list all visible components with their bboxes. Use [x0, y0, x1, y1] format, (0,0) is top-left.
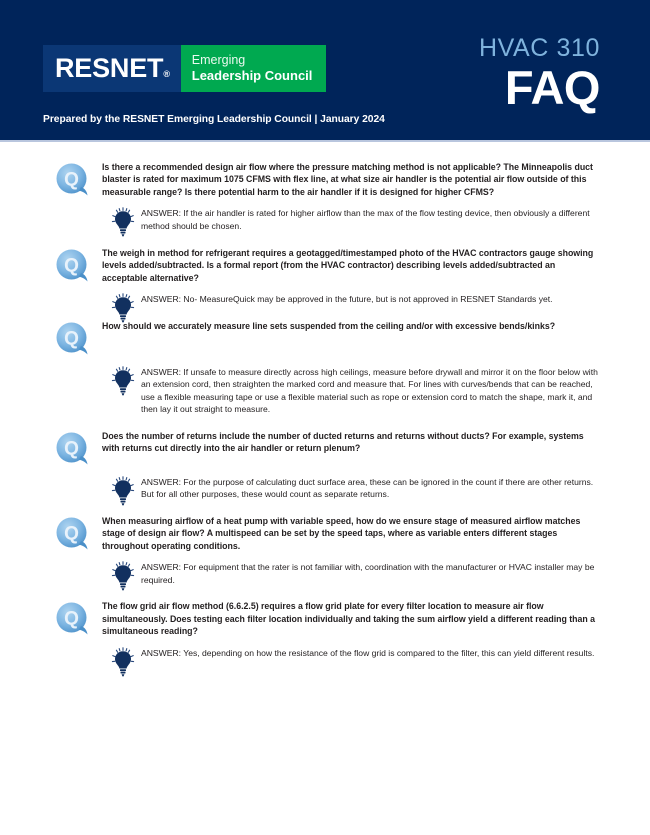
elc-line-2: Leadership Council	[191, 68, 313, 84]
faq-answer-text: ANSWER: Yes, depending on how the resistance of the flow grid is compared to the filter, this can yield different results.	[141, 647, 595, 658]
faq-answer-row	[55, 207, 602, 232]
faq-item-6	[0, 599, 650, 659]
faq-item-3	[0, 319, 650, 416]
svg-text:Q: Q	[64, 608, 79, 630]
faq-question-text: The flow grid air flow method (6.6.2.5) requires a flow grid plate for every filter location to measure air flow simultaneously. Does testing each filter location individually and taking the sum airflow yield a different reading than a simultaneous reading?	[102, 601, 596, 637]
faq-answer-text: ANSWER: If unsafe to measure directly across high ceilings, measure before drywall and mirror it on the floor below with an extension cord, then straighten the marked cord and measure that. For lines with curves/bends that can be reached, use a flexible measuring tape or use a flexible material such as rope or extension cord to match the shape, mark it, and then lay it out straight to measure.	[141, 366, 598, 415]
faq-answer-row	[55, 366, 602, 416]
faq-question-row	[55, 246, 602, 284]
faq-answer-row	[55, 647, 602, 660]
faq-question-text: When measuring airflow of a heat pump with variable speed, how do we ensure stage of measured airflow matches stage of design air flow? A multispeed can be set by the speed taps, where as variable enters different stages throughout operating conditions.	[102, 515, 581, 551]
question-bubble-icon	[55, 516, 91, 552]
document-subtitle: HVAC 310	[478, 34, 600, 62]
svg-text:Q: Q	[64, 438, 79, 460]
question-bubble-icon	[55, 248, 91, 284]
lightbulb-icon	[110, 207, 136, 237]
faq-question-row	[55, 599, 602, 637]
elc-line-1: Emerging	[191, 52, 246, 67]
faq-question-row	[55, 429, 602, 467]
question-bubble-icon	[55, 431, 91, 467]
faq-question-row	[55, 160, 602, 198]
faq-answer-text: ANSWER: For the purpose of calculating duct surface area, these can be ignored in the count if there are other returns. But for all other purposes, these would count as separate returns.	[141, 476, 594, 500]
svg-text:Q: Q	[64, 523, 79, 545]
faq-answer-row	[55, 293, 602, 306]
faq-answer-row	[55, 476, 602, 501]
lightbulb-icon	[110, 561, 136, 591]
question-bubble-icon	[55, 601, 91, 637]
faq-item-1	[0, 160, 650, 233]
question-bubble-icon	[55, 162, 91, 198]
resnet-wordmark	[55, 55, 170, 82]
resnet-logo-box	[43, 45, 181, 92]
svg-text:Q: Q	[64, 169, 79, 191]
faq-question-text: Is there a recommended design air flow where the pressure matching method is not applicable? The Minneapolis duct blaster is rated for maximum 1075 CFMS with flex line, at what size air handler is the potential air flow outside of this measurable range? Is there potential harm to the air handler if it is designed for higher CFMS?	[102, 162, 593, 197]
faq-answer-row	[55, 561, 602, 586]
resnet-wordmark-text: RESNET	[55, 53, 164, 83]
svg-text:Q: Q	[64, 255, 79, 277]
svg-text:Q: Q	[64, 328, 79, 350]
faq-item-4	[0, 429, 650, 501]
faq-list	[0, 142, 650, 659]
faq-answer-text: ANSWER: For equipment that the rater is not familiar with, coordination with the manufacturer or HVAC installer may be required.	[141, 562, 595, 585]
lightbulb-icon	[110, 366, 136, 396]
resnet-elc-logo	[43, 45, 326, 92]
question-bubble-icon	[55, 321, 91, 357]
faq-answer-text: ANSWER: If the air handler is rated for higher airflow than the max of the flow testing device, then obviously a different method should be chosen.	[141, 208, 590, 231]
lightbulb-icon	[110, 476, 136, 506]
faq-item-2	[0, 246, 650, 306]
faq-question-row	[55, 514, 602, 552]
faq-question-row	[55, 319, 602, 357]
faq-question-text: Does the number of returns include the number of ducted returns and returns without ducts? For example, systems with returns cut directly into the air handler or return plenum?	[102, 430, 584, 454]
registered-trademark-icon: ®	[163, 69, 170, 79]
elc-logo-box	[181, 45, 327, 92]
document-header	[0, 0, 650, 142]
document-title-block	[479, 36, 600, 112]
document-title: FAQ	[504, 61, 600, 114]
faq-item-5	[0, 514, 650, 587]
faq-question-text: The weigh in method for refrigerant requires a geotagged/timestamped photo of the HVAC contractors gauge showing levels added/subtracted. Is a formal report (from the HVAC contractor) describing levels added/subtracted an acceptable alternative?	[102, 247, 594, 283]
faq-question-text: How should we accurately measure line sets suspended from the ceiling and/or with excessive bends/kinks?	[102, 320, 556, 331]
faq-answer-text: ANSWER: No- MeasureQuick may be approved in the future, but is not approved in RESNET Standards yet.	[141, 294, 553, 304]
lightbulb-icon	[110, 647, 136, 677]
prepared-by-credit: Prepared by the RESNET Emerging Leadership Council | January 2024	[43, 114, 385, 125]
